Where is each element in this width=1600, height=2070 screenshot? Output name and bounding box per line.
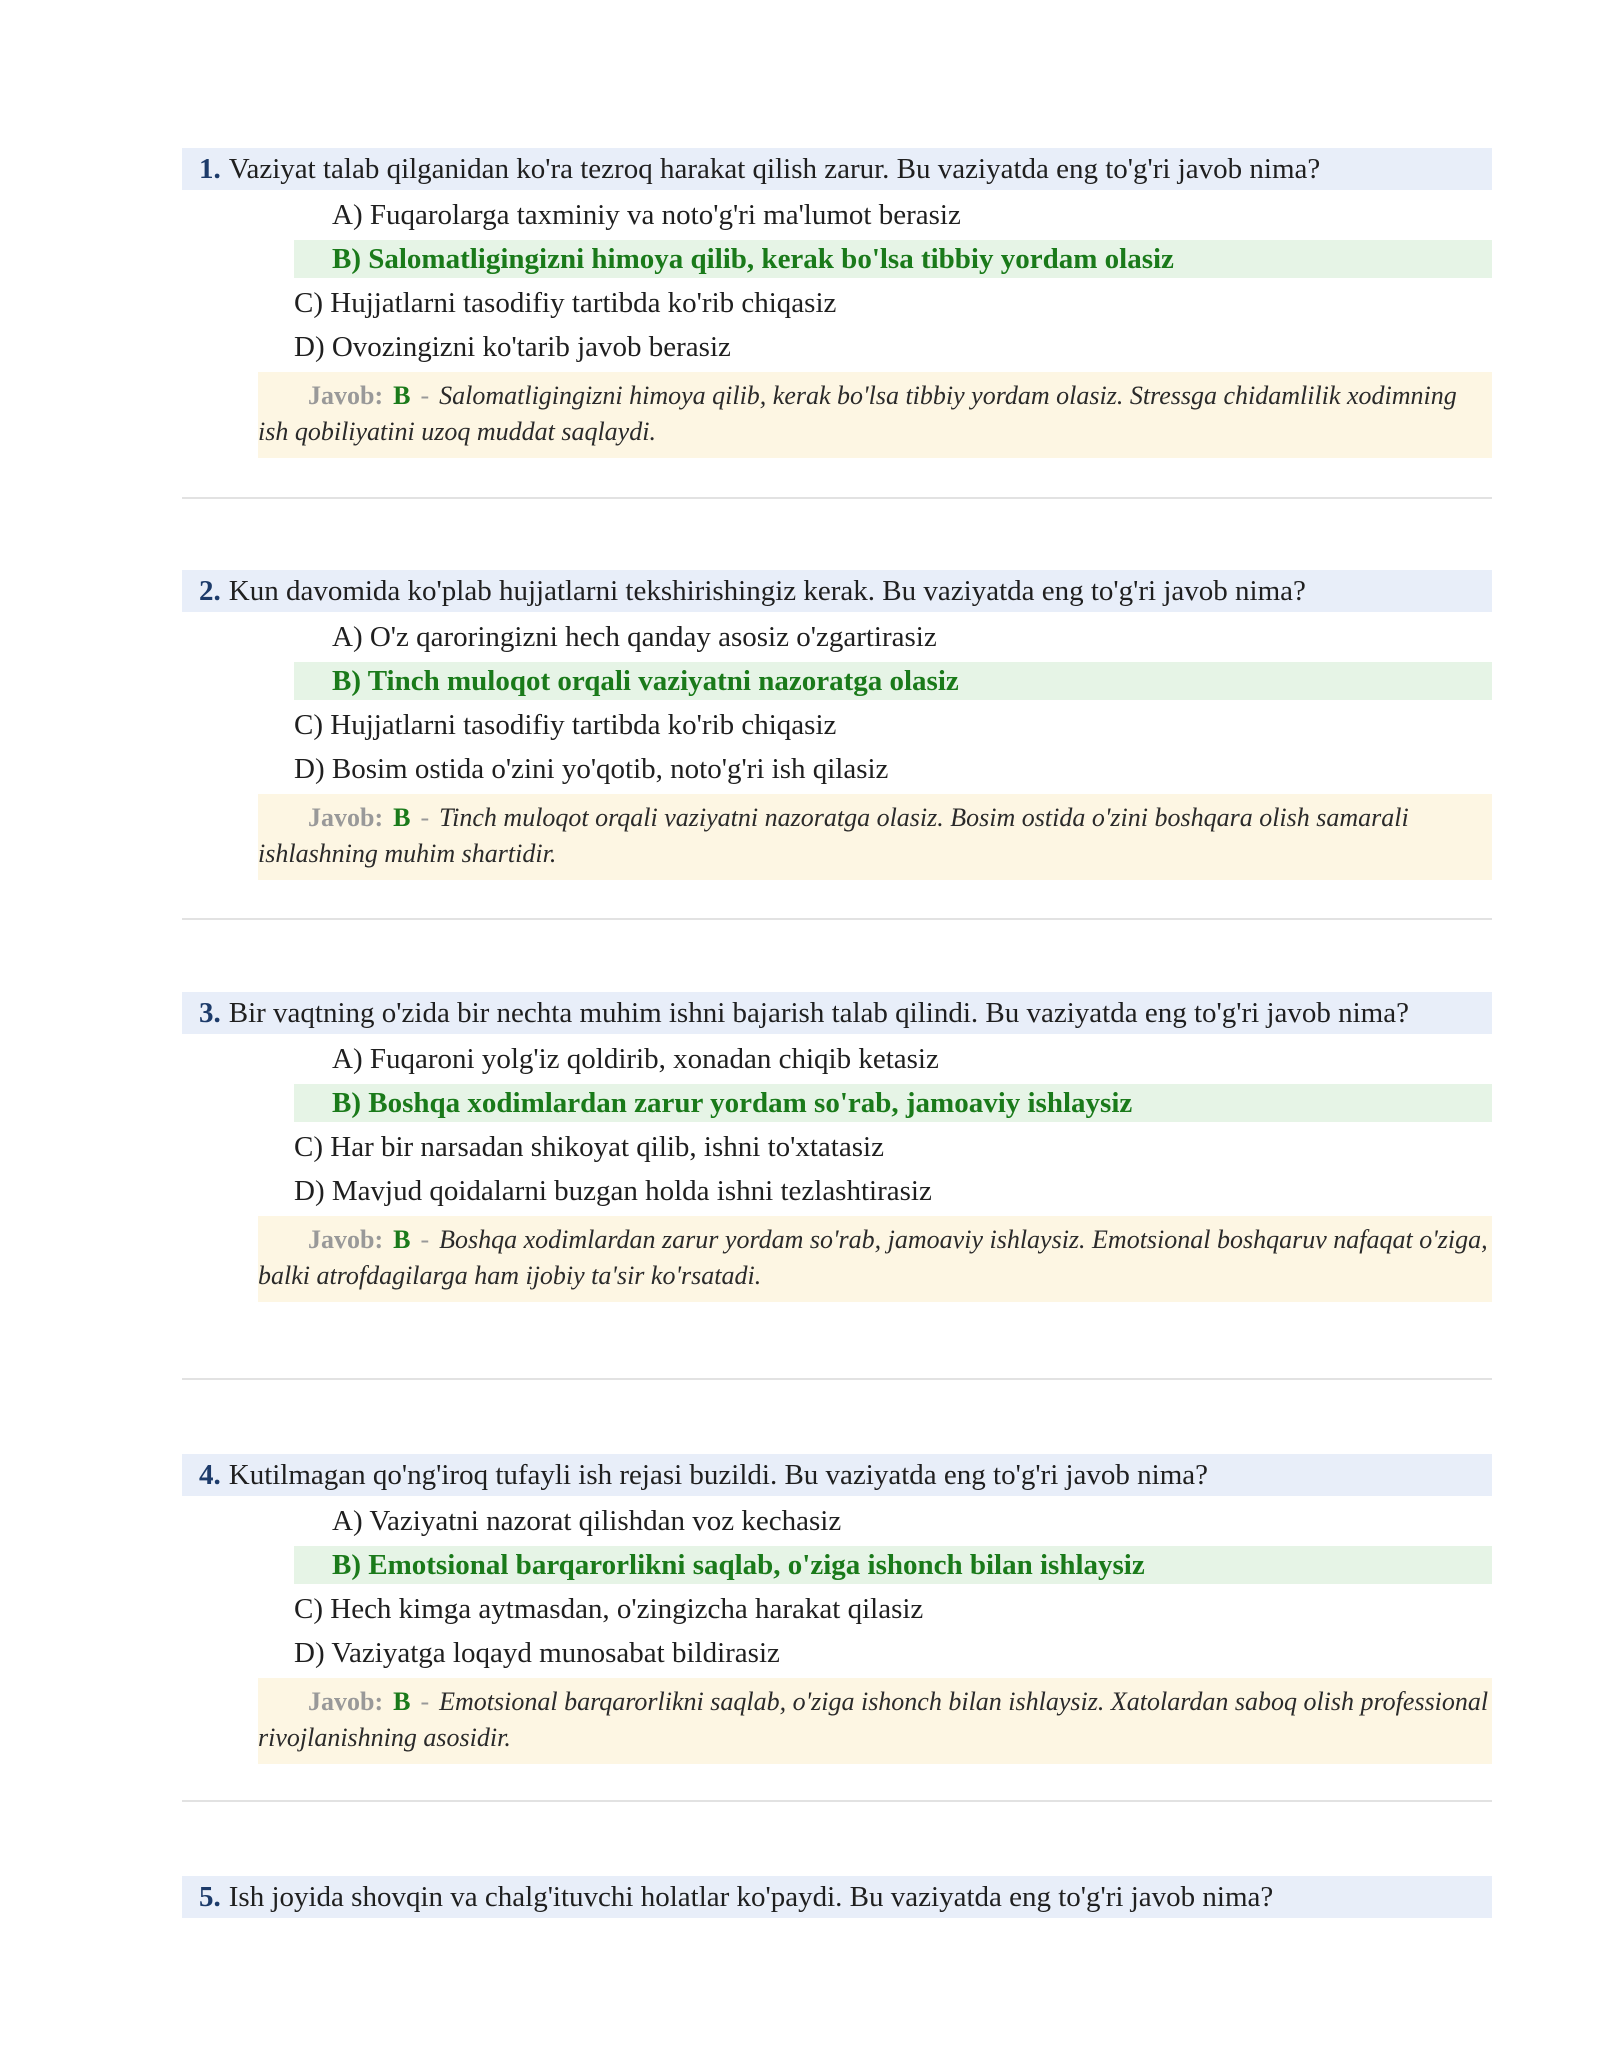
question-header bbox=[182, 148, 1492, 190]
option-a: A) Vaziyatni nazorat qilishdan voz kechasiz bbox=[332, 1505, 842, 1537]
answer-letter: B bbox=[393, 1687, 411, 1716]
question-2 bbox=[182, 570, 1492, 880]
question-text: Bir vaqtning o'zida bir nechta muhim ishni bajarish talab qilindi. Bu vaziyatda eng to'g'ri javob nima? bbox=[228, 997, 1409, 1029]
question-separator bbox=[182, 1378, 1492, 1380]
option-b-correct: B) Boshqa xodimlardan zarur yordam so'rab, jamoaviy ishlaysiz bbox=[294, 1084, 1492, 1122]
option-b-correct: B) Emotsional barqarorlikni saqlab, o'ziga ishonch bilan ishlaysiz bbox=[294, 1546, 1492, 1584]
question-text: Ish joyida shovqin va chalg'ituvchi holatlar ko'paydi. Bu vaziyatda eng to'g'ri javob nima? bbox=[228, 1881, 1274, 1913]
question-number: 1. bbox=[199, 153, 221, 185]
option-a: A) Fuqarolarga taxminiy va noto'g'ri ma'lumot berasiz bbox=[332, 199, 961, 231]
question-text: Kun davomida ko'plab hujjatlarni tekshirishingiz kerak. Bu vaziyatda eng to'g'ri javob nima? bbox=[228, 575, 1306, 607]
option-c: C) Har bir narsadan shikoyat qilib, ishni to'xtatasiz bbox=[294, 1131, 884, 1163]
option-b-correct: B) Tinch muloqot orqali vaziyatni nazoratga olasiz bbox=[294, 662, 1492, 700]
question-text: Kutilmagan qo'ng'iroq tufayli ish rejasi buzildi. Bu vaziyatda eng to'g'ri javob nima? bbox=[228, 1459, 1209, 1491]
answer-label: Javob: bbox=[308, 803, 384, 832]
answer-label: Javob: bbox=[308, 1225, 384, 1254]
answer-dash: - bbox=[420, 1225, 430, 1254]
answer-dash: - bbox=[420, 1687, 430, 1716]
answer-letter: B bbox=[393, 803, 411, 832]
question-1 bbox=[182, 148, 1492, 458]
answer-explanation: Tinch muloqot orqali vaziyatni nazoratga olasiz. Bosim ostida o'zini boshqara olish samarali ishlashning muhim shartidir. bbox=[258, 803, 1409, 868]
question-5 bbox=[182, 1876, 1492, 1918]
answer-dash: - bbox=[420, 381, 430, 410]
option-c: C) Hujjatlarni tasodifiy tartibda ko'rib chiqasiz bbox=[294, 709, 837, 741]
question-separator bbox=[182, 497, 1492, 499]
answer-explanation: Boshqa xodimlardan zarur yordam so'rab, jamoaviy ishlaysiz. Emotsional boshqaruv nafaqat o'ziga, balki atrofdagilarga ham ijobiy ta'sir ko'rsatadi. bbox=[258, 1225, 1488, 1290]
question-header bbox=[182, 1876, 1492, 1918]
answer-box bbox=[258, 1678, 1492, 1764]
question-3 bbox=[182, 992, 1492, 1302]
question-header bbox=[182, 570, 1492, 612]
option-a: A) O'z qaroringizni hech qanday asosiz o'zgartirasiz bbox=[332, 621, 937, 653]
answer-letter: B bbox=[393, 1225, 411, 1254]
option-a: A) Fuqaroni yolg'iz qoldirib, xonadan chiqib ketasiz bbox=[332, 1043, 939, 1075]
question-separator bbox=[182, 1800, 1492, 1802]
option-d: D) Ovozingizni ko'tarib javob berasiz bbox=[294, 331, 731, 363]
question-4 bbox=[182, 1454, 1492, 1764]
answer-explanation: Emotsional barqarorlikni saqlab, o'ziga ishonch bilan ishlaysiz. Xatolardan saboq olish professional rivojlanishning asosidir. bbox=[258, 1687, 1489, 1752]
answer-box bbox=[258, 794, 1492, 880]
option-d: D) Mavjud qoidalarni buzgan holda ishni tezlashtirasiz bbox=[294, 1175, 932, 1207]
question-separator bbox=[182, 918, 1492, 920]
question-text: Vaziyat talab qilganidan ko'ra tezroq harakat qilish zarur. Bu vaziyatda eng to'g'ri javob nima? bbox=[228, 153, 1321, 185]
question-number: 3. bbox=[199, 997, 221, 1029]
question-number: 5. bbox=[199, 1881, 221, 1913]
question-number: 4. bbox=[199, 1459, 221, 1491]
question-number: 2. bbox=[199, 575, 221, 607]
answer-dash: - bbox=[420, 803, 430, 832]
answer-label: Javob: bbox=[308, 1687, 384, 1716]
answer-label: Javob: bbox=[308, 381, 384, 410]
option-c: C) Hujjatlarni tasodifiy tartibda ko'rib chiqasiz bbox=[294, 287, 837, 319]
option-b-correct: B) Salomatligingizni himoya qilib, kerak bo'lsa tibbiy yordam olasiz bbox=[294, 240, 1492, 278]
option-c: C) Hech kimga aytmasdan, o'zingizcha harakat qilasiz bbox=[294, 1593, 924, 1625]
answer-box bbox=[258, 1216, 1492, 1302]
answer-letter: B bbox=[393, 381, 411, 410]
option-d: D) Bosim ostida o'zini yo'qotib, noto'g'ri ish qilasiz bbox=[294, 753, 889, 785]
option-d: D) Vaziyatga loqayd munosabat bildirasiz bbox=[294, 1637, 780, 1669]
question-header bbox=[182, 992, 1492, 1034]
question-header bbox=[182, 1454, 1492, 1496]
answer-explanation: Salomatligingizni himoya qilib, kerak bo'lsa tibbiy yordam olasiz. Stressga chidamlilik xodimning ish qobiliyatini uzoq muddat saqlaydi. bbox=[258, 381, 1457, 446]
answer-box bbox=[258, 372, 1492, 458]
